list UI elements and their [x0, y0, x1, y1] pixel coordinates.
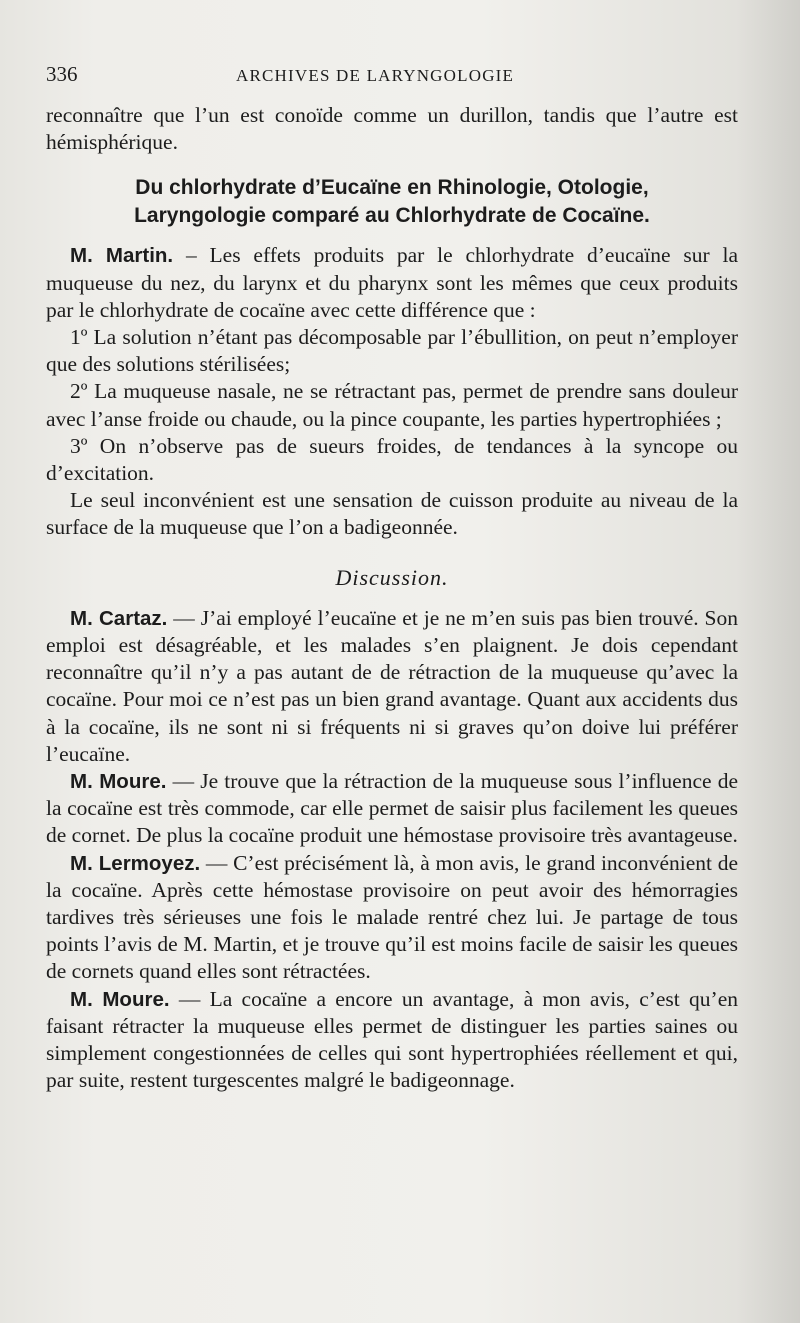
moure-text-2: — La cocaïne a encore un avantage, à mon avis, c’est qu’en faisant rétracter la muqueuse elles permet de distinguer les parties saines ou simplement congestionnées de celles qui sont hypertrophiées réellement et qui, par suite, restent turgescentes malgré le badigeonnage. — [46, 986, 738, 1093]
discussion-heading: Discussion. — [335, 564, 449, 590]
list-item-2: 2º La muqueuse nasale, ne se rétractant pas, permet de prendre sans douleur avec l’anse froide ou chaude, ou la pince coupante, les parties hypertrophiées ; — [46, 379, 738, 431]
lermoyez-paragraph — [46, 850, 738, 986]
speaker-moure: M. Moure. — [70, 770, 167, 794]
page-body — [46, 102, 738, 1095]
moure-paragraph-2 — [46, 986, 738, 1095]
speaker-cartaz: M. Cartaz. — [70, 606, 168, 630]
continuation-paragraph: reconnaître que l’un est conoïde comme un durillon, tandis que l’autre est hémisphérique. — [46, 103, 738, 155]
inconvenient-paragraph: Le seul inconvénient est une sensation de cuisson produite au niveau de la surface de la muqueuse que l’on a badigeonnée. — [46, 488, 738, 540]
section-title-line-2: Laryngologie comparé au Chlorhydrate de Cocaïne. — [134, 204, 650, 228]
list-item-1: 1º La solution n’étant pas décomposable par l’ébullition, on peut n’employer que des solutions stérilisées; — [46, 325, 738, 377]
martin-paragraph — [46, 242, 738, 324]
moure-paragraph-1 — [46, 768, 738, 850]
running-header — [46, 62, 738, 92]
moure-text-1: — Je trouve que la rétraction de la muqueuse sous l’influence de la cocaïne est très commode, car elle permet de saisir plus facilement les queues de cornet. De plus la cocaïne produit une hémostase provisoire très avantageuse. — [46, 769, 738, 848]
speaker-martin: M. Martin. — [70, 244, 174, 268]
lermoyez-text: — C’est précisément là, à mon avis, le grand inconvénient de la cocaïne. Après cette hémostase provisoire on peut avoir des hémorragies tardives très sérieuses une fois le malade rentré chez lui. Je partage de tous points l’avis de M. Martin, et je trouve qu’il est moins facile de saisir les queues de cornets quand elles sont rétractées. — [46, 850, 738, 984]
cartaz-text: — J’ai employé l’eucaïne et je ne m’en suis pas bien trouvé. Son emploi est désagréable, et les malades s’en plaignent. Je dois cependant reconnaître qu’il n’y a pas autant de de rétraction de la muqueuse qu’avec la cocaïne. Pour moi ce n’est pas un bien grand avantage. Quant aux accidents dus à la cocaïne, ils ne sont ni si fréquents ni si graves qu’on doive lui préférer l’eucaïne. — [46, 605, 739, 766]
page-number: 336 — [46, 62, 78, 86]
speaker-lermoyez: M. Lermoyez. — [70, 851, 201, 875]
section-title — [46, 174, 738, 230]
cartaz-paragraph — [46, 605, 738, 768]
martin-text: – Les effets produits par le chlorhydrate d’eucaïne sur la muqueuse du nez, du larynx et du pharynx sont les mêmes que ceux produits par le chlorhydrate de cocaïne avec cette différence que : — [46, 243, 738, 322]
running-title: ARCHIVES DE LARYNGOLOGIE — [236, 66, 515, 85]
list-item-3: 3º On n’observe pas de sueurs froides, de tendances à la syncope ou d’excitation. — [46, 433, 738, 486]
speaker-moure-2: M. Moure. — [70, 987, 170, 1011]
section-title-line-1: Du chlorhydrate d’Eucaïne en Rhinologie, Otologie, — [135, 176, 649, 200]
